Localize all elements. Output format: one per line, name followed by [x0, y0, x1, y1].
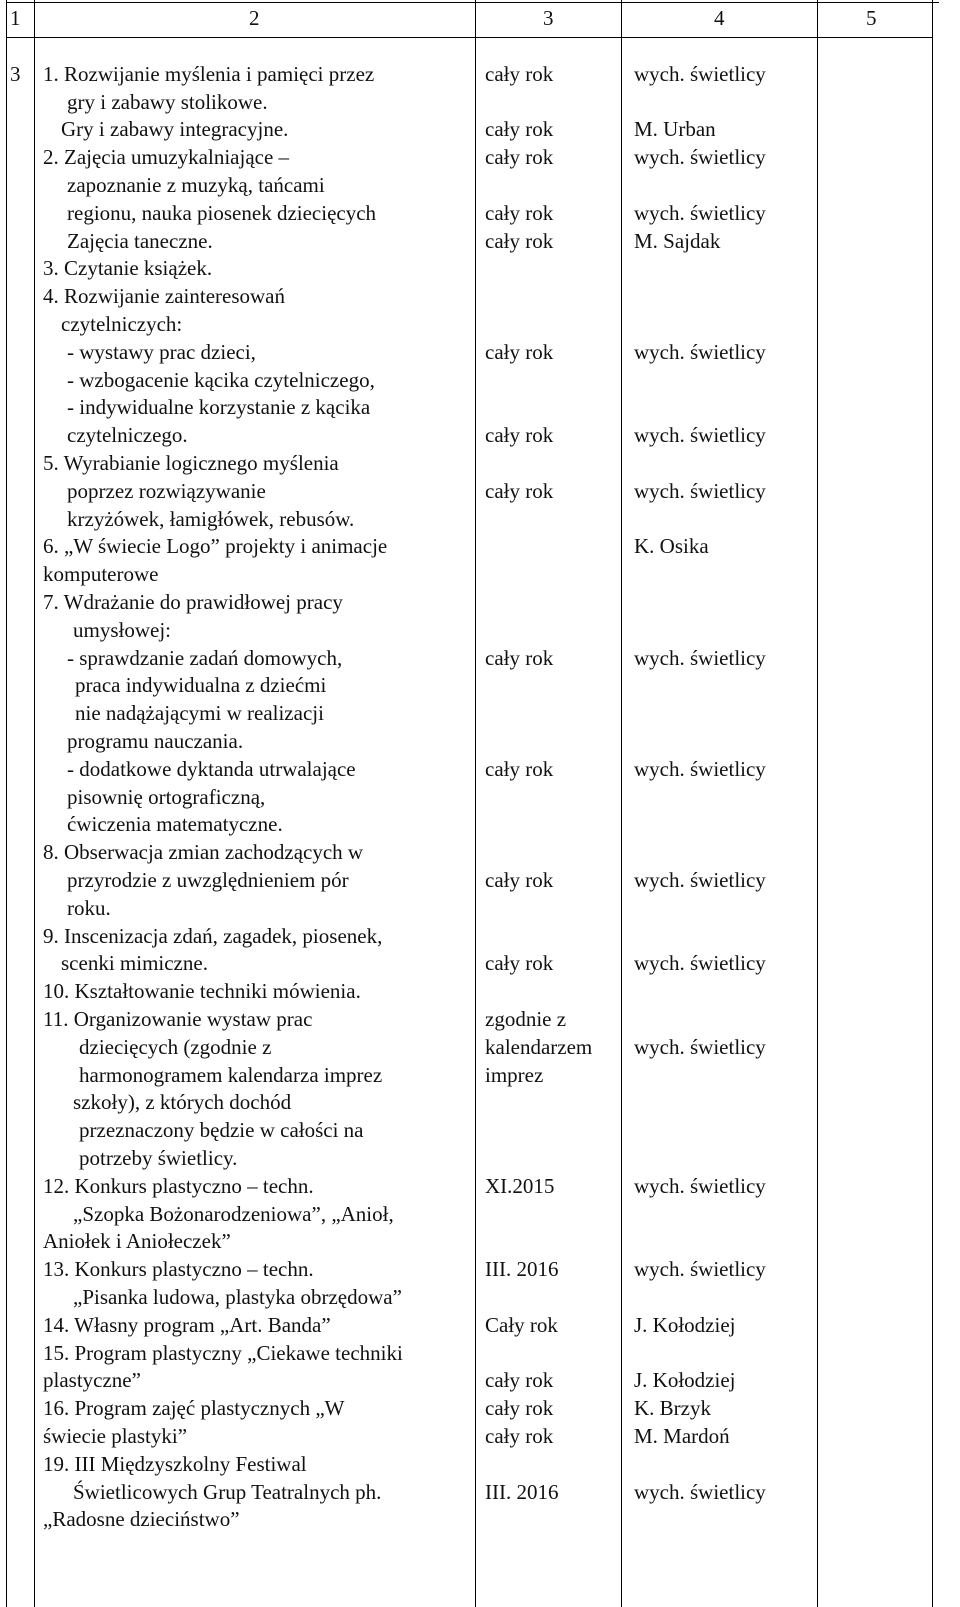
activity-line: harmonogramem kalendarza imprez — [79, 1063, 383, 1087]
activity-line: 16. Program zajęć plastycznych „W — [43, 1396, 345, 1420]
activity-line: - sprawdzanie zadań domowych, — [67, 646, 343, 670]
term-cell: cały rok — [485, 757, 554, 781]
activity-line: gry i zabawy stolikowe. — [67, 90, 268, 114]
term-cell: cały rok — [485, 868, 554, 892]
responsible-cell: wych. świetlicy — [634, 423, 766, 447]
term-cell: imprez — [485, 1063, 544, 1087]
responsible-cell: wych. świetlicy — [634, 62, 766, 86]
term-cell: cały rok — [485, 229, 554, 253]
activity-line: Gry i zabawy integracyjne. — [61, 117, 289, 141]
responsible-cell: wych. świetlicy — [634, 1035, 766, 1059]
activity-line: - indywidualne korzystanie z kącika — [67, 395, 371, 419]
activity-line: świecie plastyki” — [43, 1424, 188, 1448]
responsible-cell: wych. świetlicy — [634, 868, 766, 892]
term-cell: cały rok — [485, 1424, 554, 1448]
responsible-cell: wych. świetlicy — [634, 1480, 766, 1504]
activity-line: czytelniczych: — [61, 312, 183, 336]
table-border-right — [932, 0, 933, 1607]
activity-line: dziecięcych (zgodnie z — [79, 1035, 272, 1059]
activity-line: - dodatkowe dyktanda utrwalające — [67, 757, 356, 781]
header-cell: 1 — [10, 6, 21, 30]
table-border-left — [6, 0, 7, 1607]
activity-line: roku. — [67, 896, 111, 920]
activity-line: potrzeby świetlicy. — [79, 1146, 238, 1170]
responsible-cell: J. Kołodziej — [634, 1368, 736, 1392]
responsible-cell: M. Sajdak — [634, 229, 721, 253]
responsible-cell: K. Brzyk — [634, 1396, 711, 1420]
activity-line: scenki mimiczne. — [61, 951, 208, 975]
activity-line: poprzez rozwiązywanie — [67, 479, 266, 503]
term-cell: cały rok — [485, 145, 554, 169]
activity-line: 15. Program plastyczny „Ciekawe techniki — [43, 1341, 403, 1365]
term-cell: cały rok — [485, 340, 554, 364]
activity-line: 11. Organizowanie wystaw prac — [43, 1007, 313, 1031]
activity-line: 12. Konkurs plastyczno – techn. — [43, 1174, 314, 1198]
activity-line: przeznaczony będzie w całości na — [79, 1118, 364, 1142]
term-cell: zgodnie z — [485, 1007, 567, 1031]
column-divider — [621, 0, 622, 1607]
activity-line: pisownię ortograficzną, — [67, 785, 266, 809]
column-divider — [475, 0, 476, 1607]
table-border-top — [6, 2, 939, 3]
term-cell: Cały rok — [485, 1313, 558, 1337]
header-cell: 5 — [866, 6, 877, 30]
term-cell: cały rok — [485, 646, 554, 670]
responsible-cell: wych. świetlicy — [634, 646, 766, 670]
header-cell: 3 — [543, 6, 554, 30]
activity-line: 6. „W świecie Logo” projekty i animacje — [43, 534, 388, 558]
activity-line: 5. Wyrabianie logicznego myślenia — [43, 451, 339, 475]
responsible-cell: M. Mardoń — [634, 1424, 730, 1448]
activity-line: Świetlicowych Grup Teatralnych ph. — [73, 1480, 382, 1504]
activity-line: 14. Własny program „Art. Banda” — [43, 1313, 331, 1337]
term-cell: III. 2016 — [485, 1257, 559, 1281]
header-divider — [6, 37, 933, 38]
responsible-cell: M. Urban — [634, 117, 716, 141]
activity-line: umysłowej: — [73, 618, 171, 642]
activity-line: regionu, nauka piosenek dziecięcych — [67, 201, 377, 225]
activity-line: szkoły), z których dochód — [73, 1090, 292, 1114]
activity-line: Zajęcia taneczne. — [67, 229, 213, 253]
responsible-cell: wych. świetlicy — [634, 1257, 766, 1281]
column-divider — [34, 0, 35, 1607]
term-cell: XI.2015 — [485, 1174, 555, 1198]
activity-line: krzyżówek, łamigłówek, rebusów. — [67, 507, 355, 531]
activity-line: „Pisanka ludowa, plastyka obrzędowa” — [73, 1285, 402, 1309]
term-cell: cały rok — [485, 479, 554, 503]
responsible-cell: K. Osika — [634, 534, 709, 558]
responsible-cell: wych. świetlicy — [634, 201, 766, 225]
term-cell: cały rok — [485, 423, 554, 447]
activity-line: 8. Obserwacja zmian zachodzących w — [43, 840, 364, 864]
activity-line: 7. Wdrażanie do prawidłowej pracy — [43, 590, 343, 614]
term-cell: III. 2016 — [485, 1480, 559, 1504]
responsible-cell: wych. świetlicy — [634, 1174, 766, 1198]
term-cell: cały rok — [485, 201, 554, 225]
activity-line: 1. Rozwijanie myślenia i pamięci przez — [43, 62, 375, 86]
activity-line: plastyczne” — [43, 1368, 141, 1392]
activity-line: ćwiczenia matematyczne. — [67, 812, 283, 836]
responsible-cell: wych. świetlicy — [634, 757, 766, 781]
activity-line: programu nauczania. — [67, 729, 244, 753]
column-divider — [817, 0, 818, 1607]
activity-line: 3. Czytanie książek. — [43, 256, 213, 280]
term-cell: cały rok — [485, 1368, 554, 1392]
activity-line: 13. Konkurs plastyczno – techn. — [43, 1257, 314, 1281]
activity-line: 9. Inscenizacja zdań, zagadek, piosenek, — [43, 924, 383, 948]
activity-line: nie nadążającymi w realizacji — [75, 701, 324, 725]
term-cell: cały rok — [485, 1396, 554, 1420]
activity-line: zapoznanie z muzyką, tańcami — [67, 173, 325, 197]
activity-line: 10. Kształtowanie techniki mówienia. — [43, 979, 361, 1003]
term-cell: cały rok — [485, 62, 554, 86]
activity-line: praca indywidualna z dziećmi — [75, 673, 327, 697]
responsible-cell: J. Kołodziej — [634, 1313, 736, 1337]
activity-line: „Radosne dzieciństwo” — [43, 1507, 240, 1531]
header-cell: 4 — [714, 6, 725, 30]
term-cell: kalendarzem — [485, 1035, 593, 1059]
responsible-cell: wych. świetlicy — [634, 479, 766, 503]
activity-line: - wzbogacenie kącika czytelniczego, — [67, 368, 375, 392]
responsible-cell: wych. świetlicy — [634, 340, 766, 364]
activity-line: przyrodzie z uwzględnieniem pór — [67, 868, 349, 892]
activity-line: 19. III Międzyszkolny Festiwal — [43, 1452, 307, 1476]
responsible-cell: wych. świetlicy — [634, 951, 766, 975]
row-number: 3 — [10, 62, 21, 86]
term-cell: cały rok — [485, 951, 554, 975]
header-cell: 2 — [249, 6, 260, 30]
responsible-cell: wych. świetlicy — [634, 145, 766, 169]
activity-line: Aniołek i Aniołeczek” — [43, 1229, 231, 1253]
activity-line: komputerowe — [43, 562, 159, 586]
activity-line: „Szopka Bożonarodzeniowa”, „Anioł, — [73, 1202, 394, 1226]
activity-line: 4. Rozwijanie zainteresowań — [43, 284, 285, 308]
activity-line: czytelniczego. — [67, 423, 188, 447]
activity-line: - wystawy prac dzieci, — [67, 340, 256, 364]
term-cell: cały rok — [485, 117, 554, 141]
activity-line: 2. Zajęcia umuzykalniające – — [43, 145, 290, 169]
